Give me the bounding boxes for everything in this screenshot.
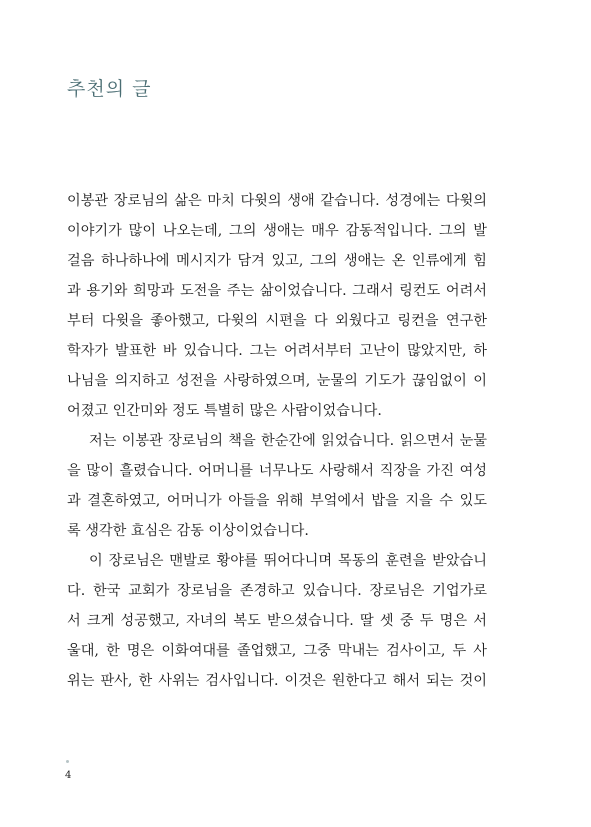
text-line: 걸음 하나하나에 메시지가 담겨 있고, 그의 생애는 온 인류에게 힘 (67, 253, 487, 269)
folio-dot-icon (66, 760, 69, 763)
text-line: 록 생각한 효심은 감동 이상이었습니다. (67, 523, 309, 539)
text-line: 이 장로님은 맨발로 황야를 뛰어다니며 목동의 훈련을 받았습니 (89, 553, 487, 569)
page-number: 4 (65, 770, 72, 781)
text-line: 어졌고 인간미와 정도 특별히 많은 사람이었습니다. (67, 403, 382, 419)
text-line: 위는 판사, 한 사위는 검사입니다. 이것은 원한다고 해서 되는 것이 (67, 673, 487, 689)
page-title: 추천의 글 (67, 78, 152, 100)
text-line: 과 결혼하였고, 어머니가 아들을 위해 부엌에서 밥을 지을 수 있도 (67, 493, 487, 509)
text-line: 다. 한국 교회가 장로님을 존경하고 있습니다. 장로님은 기업가로 (67, 583, 487, 599)
text-line: 이봉관 장로님의 삶은 마치 다윗의 생애 같습니다. 성경에는 다윗의 (67, 193, 487, 209)
text-line: 서 크게 성공했고, 자녀의 복도 받으셨습니다. 딸 셋 중 두 명은 서 (67, 613, 487, 629)
text-line: 을 많이 흘렸습니다. 어머니를 너무나도 사랑해서 직장을 가진 여성 (67, 463, 487, 479)
text-line: 과 용기와 희망과 도전을 주는 삶이었습니다. 그래서 링컨도 어려서 (67, 283, 487, 299)
text-line: 부터 다윗을 좋아했고, 다윗의 시편을 다 외웠다고 링컨을 연구한 (67, 313, 487, 329)
text-line: 나님을 의지하고 성전을 사랑하였으며, 눈물의 기도가 끊임없이 이 (67, 373, 487, 389)
text-line: 울대, 한 명은 이화여대를 졸업했고, 그중 막내는 검사이고, 두 사 (67, 643, 487, 659)
text-line: 학자가 발표한 바 있습니다. 그는 어려서부터 고난이 많았지만, 하 (67, 343, 487, 359)
text-line: 저는 이봉관 장로님의 책을 한순간에 읽었습니다. 읽으면서 눈물 (89, 433, 487, 449)
text-line: 이야기가 많이 나오는데, 그의 생애는 매우 감동적입니다. 그의 발 (67, 223, 487, 239)
body-text (67, 186, 487, 696)
